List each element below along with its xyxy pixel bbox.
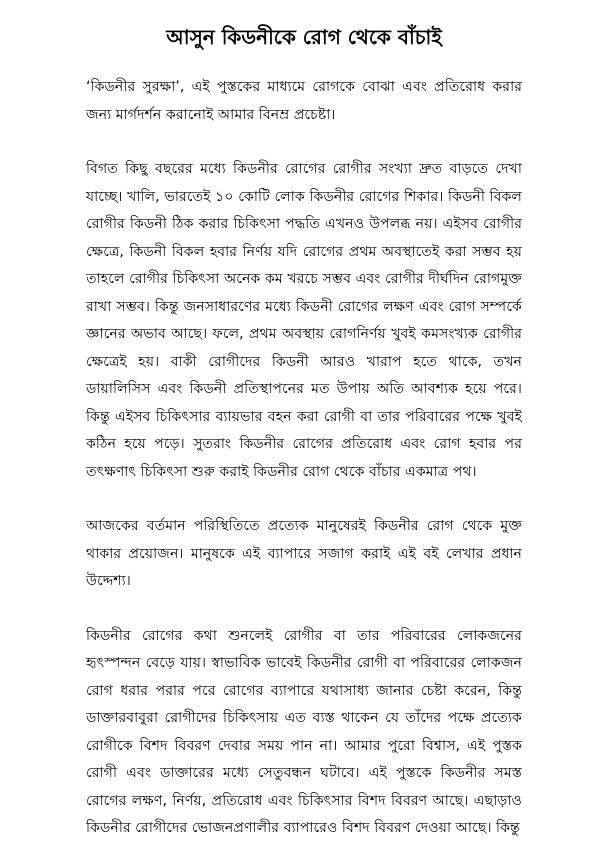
paragraph-patient-doctor-bridge: কিডনীর রোগের কথা শুনলেই রোগীর বা তার পরিবারের লোকজনের হৃৎস্পন্দন বেড়ে যায়। স্বাভাবিক ভাবেই কিডনীর রোগী বা পরিবারের লোকজন রোগ ধরার পরার পরে রোগের ব্যাপারে যথাসাধ্য জানার চেষ্টা করেন, কিন্তু ডাক্তারবাবুরা রোগীদের চিকিৎসায় এত ব্যস্ত থাকেন যে তাঁদের পক্ষে প্রত্যেক রোগীকে বিশদ বিবরণ দেবার সময় পান না। আমার পুরো বিশ্বাস, এই পুস্তক রোগী এবং ডাক্তারের মধ্যে সেতুবন্ধন ঘটাবে। এই পুস্তকে কিডনীর সমস্ত রোগের লক্ষণ, নির্ণয়, প্রতিরোধ এবং চিকিৎসার বিশদ বিবরণ আছে। এছাড়াও কিডনীর রোগীদের ভোজনপ্রণালীর ব্যাপারেও বিশদ বিবরণ দেওয়া আছে। কিন্তু xyxy=(86,627,522,836)
page-title: আসুন কিডনীকে রোগ থেকে বাঁচাই xyxy=(166,25,442,49)
paragraph-book-purpose: আজকের বর্তমান পরিস্থিতিতে প্রত্যেক মানুষেরই কিডনীর রোগ থেকে মুক্ত থাকার প্রয়োজন। মানুষকে এই ব্যাপারে সজাগ করাই এই বই লেখার প্রধান উদ্দেশ্য। xyxy=(86,518,522,589)
paragraph-intro: ‘কিডনীর সুরক্ষা’, এই পুস্তকের মাধ্যমে রোগকে বোঝা এবং প্রতিরোধ করার জন্য মার্গদর্শন করানোই আমার বিনম্র প্রচেষ্টা। xyxy=(86,79,522,123)
paragraph-kidney-disease-statistics: বিগত কিছু বছরের মধ্যে কিডনীর রোগের রোগীর সংখ্যা দ্রুত বাড়তে দেখা যাচ্ছে। খালি, ভারতেই ১০ কোটি লোক কিডনীর রোগের শিকার। কিডনী বিকল রোগীর কিডনী ঠিক করার চিকিৎসা পদ্ধতি এখনও উপলব্ধ নয়। এইসব রোগীর ক্ষেত্রে, কিডনী বিকল হবার নির্ণয় যদি রোগের প্রথম অবস্থাতেই করা সম্ভব হয় তাহলে রোগীর চিকিৎসা অনেক কম খরচে সম্ভব এবং রোগীর দীর্ঘদিন রোগমুক্ত রাখা সম্ভব। কিন্তু জনসাধারণের মধ্যে কিডনী রোগের লক্ষণ এবং রোগ সম্পর্কে জ্ঞানের অভাব আছে। ফলে, প্রথম অবস্থায় রোগনির্ণয় খুবই কমসংখ্যক রোগীর ক্ষেত্রেই হয়। বাকী রোগীদের কিডনী আরও খারাপ হতে থাকে, তখন ডায়ালিসিস এবং কিডনী প্রতিস্থাপনের মত উপায় অতি আবশ্যক হয়ে পরে। কিন্তু এইসব চিকিৎসার ব্যায়ভার বহন করা রোগী বা তার পরিবারের পক্ষে খুবই কঠিন হয়ে পড়ে। সুতরাং কিডনীর রোগের প্রতিরোধ এবং রোগ হবার পর তৎক্ষণাৎ চিকিৎসা শুরু করাই কিডনীর রোগ থেকে বাঁচার একমাত্র পথ। xyxy=(86,161,522,480)
